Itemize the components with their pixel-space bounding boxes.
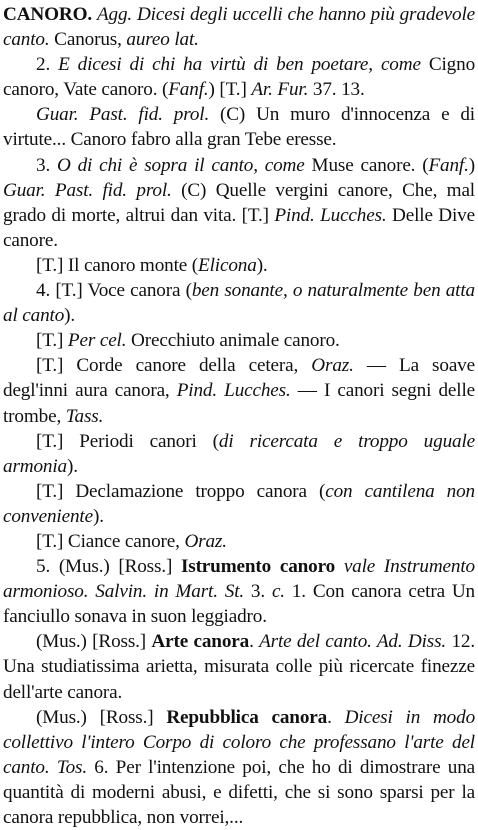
italic-text-run: Oraz. <box>184 530 227 552</box>
text-run: Cigno canoro, Vate canoro. ( <box>3 54 476 101</box>
text-run: 3. <box>36 154 57 176</box>
italic-text-run: Pind. Lucches. <box>274 204 387 226</box>
italic-text-run: Agg. Dicesi degli uccelli che hanno più gradevole canto. <box>3 4 475 51</box>
text-run: [T.] Ciance canore, <box>36 530 185 552</box>
text-run: Muse canore. ( <box>304 154 429 176</box>
text-run: 2. <box>36 54 59 76</box>
italic-text-run: Ar. Fur. <box>251 79 309 101</box>
headword: CANORO. <box>3 4 93 25</box>
sense-paragraph <box>3 429 475 479</box>
text-run: ). <box>66 455 78 477</box>
text-run: [T.] Declamazione troppo canora ( <box>36 480 326 502</box>
italic-text-run: O di chi è sopra il canto, come <box>56 154 305 176</box>
text-run: ). <box>92 505 104 527</box>
text-run: 12. Una studiatissima arietta, misurata colle più ricercate finezze dell'arte canora. <box>3 631 475 703</box>
text-run: 3. <box>244 581 272 603</box>
text-run: [T.] <box>36 330 68 352</box>
text-run: 1. Con canora cetra Un fanciullo sonava in suon leggiadro. <box>3 581 475 628</box>
sense-paragraph <box>3 353 475 428</box>
sense-paragraph <box>3 253 475 278</box>
text-run: 4. [T.] Voce canora ( <box>36 280 192 302</box>
sense-paragraph <box>3 479 475 529</box>
text-run: ). <box>64 305 76 327</box>
text-run: 37. 13. <box>308 79 365 101</box>
italic-text-run: Guar. Past. fid. prol. <box>36 104 210 126</box>
bold-term: Arte canora <box>151 631 250 653</box>
italic-text-run: Per cel. <box>67 330 127 352</box>
italic-text-run: Fanf. <box>168 79 209 101</box>
text-run: [T.] Periodi canori ( <box>36 430 219 452</box>
text-run <box>335 556 344 577</box>
italic-text-run: di ricercata e troppo uguale armonia <box>3 430 476 477</box>
text-run: 5. (Mus.) [Ross.] <box>36 556 181 578</box>
text-run: Delle Dive canore. <box>3 204 475 251</box>
italic-text-run: E dicesi di chi ha virtù di ben poetare, come <box>58 54 421 76</box>
text-run: (Mus.) [Ross.] <box>36 706 167 728</box>
text-run: Orecchiuto animale canoro. <box>126 330 340 352</box>
italic-text-run: Dicesi in modo collettivo l'intero Corpo di coloro che professano l'arte del canto. Tos. <box>3 706 476 778</box>
italic-text-run: Fanf. <box>428 154 469 176</box>
text-run: — La soave degl'inni aura canora, <box>3 355 475 402</box>
italic-text-run: Arte del canto. Ad. Diss. <box>259 631 447 653</box>
text-run: [T.] Corde canore della cetera, <box>36 355 312 377</box>
bold-term: Istrumento canoro <box>180 556 336 578</box>
sense-paragraph <box>3 278 475 328</box>
text-run: [T.] Il canoro monte ( <box>36 254 199 276</box>
text-run: ) [T.] <box>208 79 252 101</box>
italic-text-run: ben sonante, o naturalmente ben atta al canto <box>3 280 475 327</box>
sense-paragraph <box>3 52 475 102</box>
text-run: (Mus.) [Ross.] <box>36 631 152 653</box>
italic-text-run: Oraz. <box>311 355 354 377</box>
sense-paragraph <box>3 529 475 554</box>
italic-text-run: con cantilena non conveniente <box>3 480 476 527</box>
bold-term: Repubblica canora <box>166 706 328 728</box>
entry-list <box>3 2 475 830</box>
text-run: . <box>249 631 260 653</box>
italic-text-run: Tass. <box>65 405 104 427</box>
text-run: Canorus, <box>49 29 127 51</box>
text-run: — I canori segni delle trombe, <box>3 380 475 427</box>
italic-text-run: c. <box>271 581 285 603</box>
sense-paragraph <box>3 629 475 704</box>
headword-paragraph <box>3 2 475 52</box>
text-run: 6. Per l'intenzione poi, che ho di dimostrare una quantità di moderni abusi, e difetti, che si sono sparsi per la canora repubblica, non vorrei,... <box>3 756 476 828</box>
italic-text-run: Pind. Lucches. <box>176 380 291 402</box>
sense-paragraph <box>3 554 475 629</box>
sense-paragraph <box>3 102 475 152</box>
italic-text-run: Guar. Past. fid. prol. <box>3 179 172 201</box>
text-run: (C) Un muro d'innocenza e di virtute... Canoro fabro alla gran Tebe eresse. <box>3 104 475 151</box>
sense-paragraph <box>3 705 475 830</box>
text-run: ) <box>468 154 476 176</box>
text-run: (C) Quelle vergini canore, Che, mal grado di morte, altrui dan vita. [T.] <box>3 179 475 226</box>
text-run: ). <box>256 254 268 276</box>
italic-text-run: vale Instrumento armonioso. Salvin. in Mart. St. <box>3 556 475 603</box>
text-run: . <box>327 706 345 728</box>
sense-paragraph <box>3 328 475 353</box>
sense-paragraph <box>3 153 475 253</box>
italic-text-run: Elicona <box>198 254 257 276</box>
italic-text-run: aureo lat. <box>126 29 199 51</box>
